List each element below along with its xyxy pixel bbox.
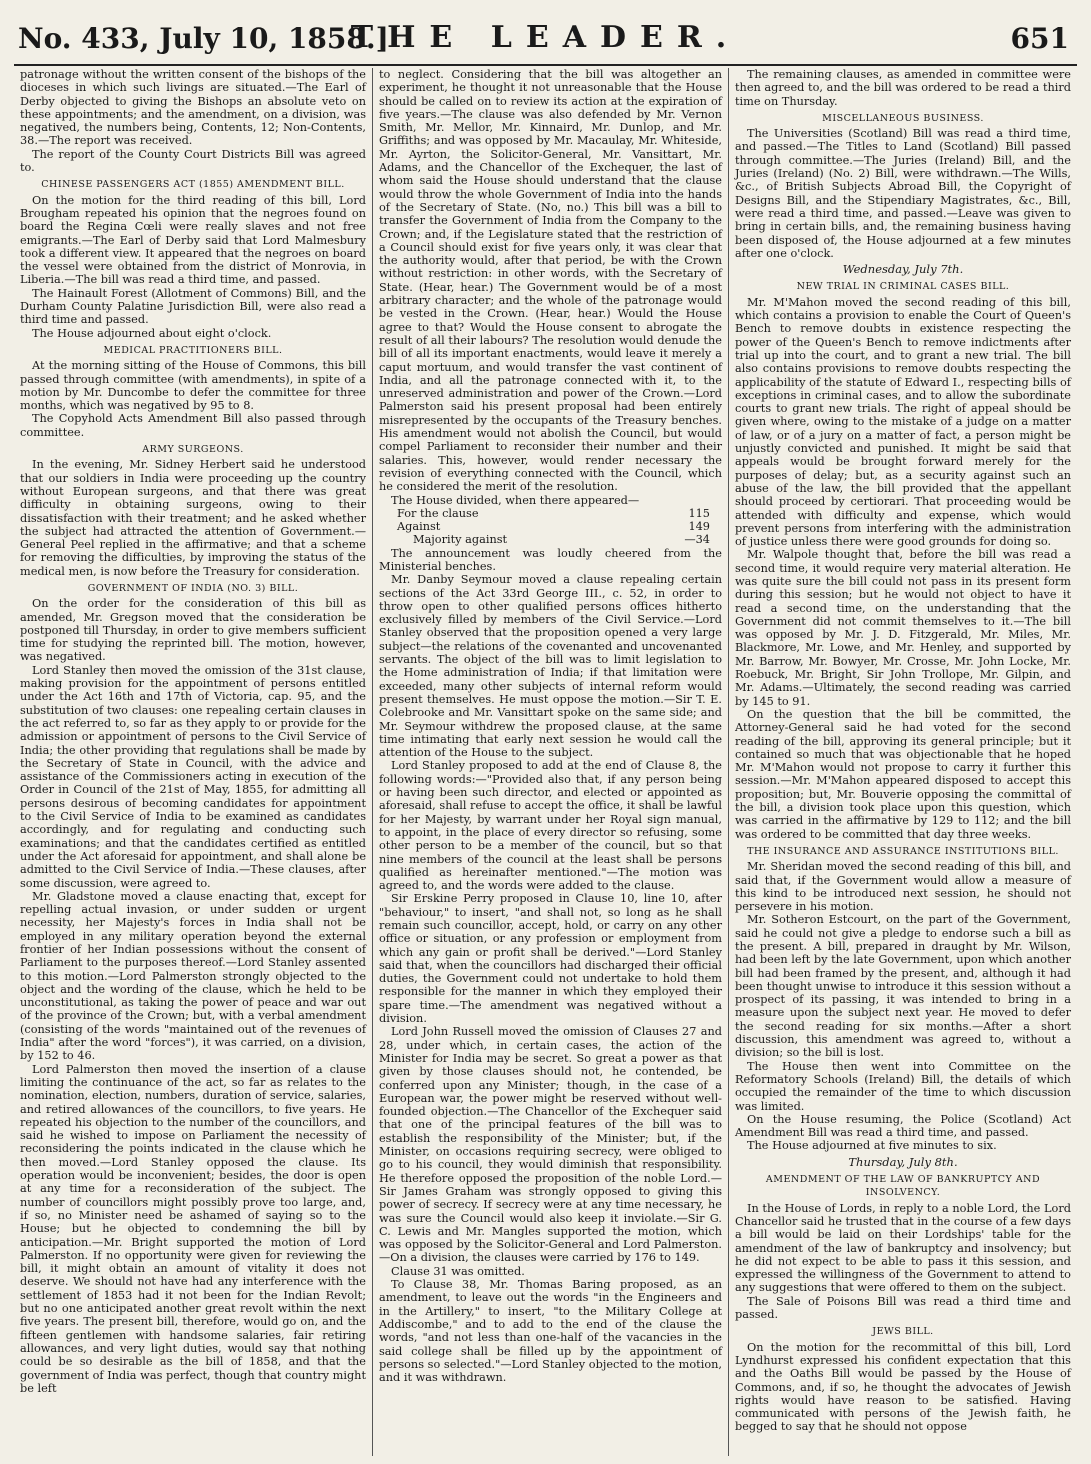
division-label: For the clause bbox=[397, 506, 479, 520]
masthead-title: THE LEADER. bbox=[350, 20, 741, 55]
division-table bbox=[397, 507, 722, 547]
paragraph: Clause 31 was omitted. bbox=[391, 1264, 525, 1278]
page-number: 651 bbox=[1010, 22, 1069, 55]
dateline: Thursday, July 8th. bbox=[848, 1154, 958, 1169]
dateline: Wednesday, July 7th. bbox=[842, 262, 964, 277]
paragraph: Mr. Danby Seymour moved a clause repealing certain sections of the Act 33rd George III., c. 52, in order to throw open to other qualified persons offices hitherto exclusively filled by members of the Civil Service.—Lord Stanley observed that the proposition opened a very large subject—the relations of the covenanted and uncovenanted servants. The object of the bill was to limit legislation to the Home administration of India; if that limitation were exceeded, many other subjects of internal reform would present themselves. He must oppose the motion.—Sir T. E. Colebrooke and Mr. Vansittart spoke on the same side; and Mr. Seymour withdrew the proposed clause, at the same time intimating that early next session he would call the attention of the House to the subject. bbox=[379, 573, 722, 760]
section-heading: JEWS BILL. bbox=[872, 1326, 934, 1338]
division-value: 149 bbox=[688, 520, 710, 534]
paragraph: At the morning sitting of the House of Commons, this bill passed through committee (with amendments), in spite of a motion by Mr. Duncombe to defer the committee for three months, which was negatived by 95 to 8. bbox=[20, 359, 366, 413]
paragraph: On the motion for the third reading of this bill, Lord Brougham repeated his opinion that the negroes found on board the Regina Cœli were really slaves and not free emigrants.—The Earl of Derby said that Lord Malmesbury took a different view. It appeared that the negroes on board the vessel were obtained from the district of Monrovia, in Liberia.—The bill was read a third time, and passed. bbox=[20, 193, 366, 287]
division-intro: The House divided, when there appeared— bbox=[391, 493, 640, 507]
paragraph: Lord John Russell moved the omission of Clauses 27 and 28, under which, in certain cases, the action of the Minister for India may be secret. So great a power as that given by those clauses should not, he contended, be conferred upon any Minister; though, in the case of a European war, the power might be reserved without well-founded objection.—The Chancellor of the Exchequer said that one of the principal features of the bill was to establish the responsibility of the Minister; but, if the Minister, on occasions requiring secrecy, were obliged to go to his council, they would diminish that responsibility. He therefore opposed the proposition of the noble Lord.—Sir James Graham was strongly opposed to giving this power of secrecy. If secrecy were at any time necessary, he was sure the Council would also keep it inviolate.—Sir G. C. Lewis and Mr. Mangles supported the motion, which was opposed by the Solicitor-General and Lord Palmerston.—On a division, the clauses were carried by 176 to 149. bbox=[379, 1025, 722, 1265]
section-heading: MEDICAL PRACTITIONERS BILL. bbox=[103, 344, 283, 356]
paragraph: Mr. Gladstone moved a clause enacting that, except for repelling actual invasion, or under sudden or urgent necessity, her Majesty's forces in India shall not be employed in any military operation beyond the external frontier of her Indian possessions without the consent of Parliament to the purposes thereof.—Lord Stanley assented to this motion.—Lord Palmerston strongly objected to the object and the wording of the clause, which he held to be unconstitutional, as taking the power of peace and war out of the province of the Crown; but, with a verbal amendment (consisting of the words "maintained out of the revenues of India" after the word "forces"), it was carried, on a division, by 152 to 46. bbox=[20, 889, 366, 1063]
paragraph: The House then went into Committee on the Reformatory Schools (Ireland) Bill, the details of which occupied the remainder of the time to which discussion was limited. bbox=[735, 1059, 1071, 1113]
section-heading: MISCELLANEOUS BUSINESS. bbox=[822, 112, 984, 124]
paragraph: patronage without the written consent of the bishops of the dioceses in which such livings are situated.—The Earl of Derby objected to giving the Bishops an absolute veto on these appointments; and the amendment, on a division, was negatived, the numbers being, Contents, 12; Non-Contents, 38.—The report was received. bbox=[20, 68, 366, 148]
division-label: Against bbox=[397, 520, 441, 534]
paragraph: The House adjourned at five minutes to six. bbox=[747, 1139, 997, 1153]
article-columns bbox=[14, 68, 1077, 1456]
paragraph: The Hainault Forest (Allotment of Commons) Bill, and the Durham County Palatine Jurisdiction Bill, were also read a third time and passed. bbox=[20, 286, 366, 327]
division-value: 115 bbox=[688, 506, 710, 520]
section-heading: AMENDMENT OF THE LAW OF BANKRUPTCY AND INSOLVENCY. bbox=[765, 1174, 1041, 1199]
page-header bbox=[14, 14, 1077, 66]
paragraph: On the order for the consideration of this bill as amended, Mr. Gregson moved that the consideration be postponed till Thursday, in order to give members sufficient time for studying the reprinted bill. The motion, however, was negatived. bbox=[20, 597, 366, 664]
section-heading: GOVERNMENT OF INDIA (NO. 3) BILL. bbox=[87, 582, 299, 594]
paragraph: Lord Stanley then moved the omission of the 31st clause, making provision for the appointment of persons entitled under the Act 16th and 17th of Victoria, cap. 95, and the substitution of two clauses: one repealing certain clauses in the act referred to, so far as they apply to or provide for the admission or appointment of persons to the Civil Service of India; the other providing that regulations shall be made by the Secretary of State in Council, with the advice and assistance of the Commissioners acting in execution of the Order in Council of the 21st of May, 1855, for admitting all persons desirous of becoming candidates for appointment to the Civil Service of India to be examined as candidates accordingly, and for regulating and conducting such examinations; and that the candidates certified as entitled under the Act aforesaid for appointment, and shall alone be admitted to the Civil Service of India.—These clauses, after some discussion, were agreed to. bbox=[20, 663, 366, 890]
section-heading: THE INSURANCE AND ASSURANCE INSTITUTIONS BILL. bbox=[747, 845, 1059, 857]
paragraph: The Copyhold Acts Amendment Bill also passed through committee. bbox=[20, 412, 366, 439]
section-heading: NEW TRIAL IN CRIMINAL CASES BILL. bbox=[796, 281, 1010, 293]
column-2 bbox=[372, 68, 728, 1456]
paragraph: The remaining clauses, as amended in committee were then agreed to, and the bill was ordered to be read a third time on Thursday. bbox=[735, 68, 1071, 108]
paragraph: On the motion for the recommittal of this bill, Lord Lyndhurst expressed his confident expectation that this and the Oaths Bill would be passed by the House of Commons, and, if so, he thought the advocates of Jewish rights would have reason to be satisfied. Having communicated with persons of the Jewish faith, he begged to say that he should not oppose bbox=[735, 1340, 1071, 1434]
paragraph: To Clause 38, Mr. Thomas Baring proposed, as an amendment, to leave out the words "in the Engineers and in the Artillery," to insert, "to the Military College at Addiscombe," and to add to the end of the clause the words, "and not less than one-half of the vacancies in the said college shall be filled up by the appointment of persons so selected."—Lord Stanley objected to the motion, and it was withdrawn. bbox=[379, 1278, 722, 1385]
paragraph: On the House resuming, the Police (Scotland) Act Amendment Bill was read a third time, and passed. bbox=[735, 1112, 1071, 1140]
division-row-against bbox=[397, 520, 722, 533]
paragraph: The Sale of Poisons Bill was read a third time and passed. bbox=[735, 1294, 1071, 1322]
division-row-majority bbox=[397, 533, 722, 546]
paragraph: In the evening, Mr. Sidney Herbert said he understood that our soldiers in India were proceeding up the country without European surgeons, and that there was great difficulty in obtaining surgeons, owing to their dissatisfaction with their treatment; and he asked whether the subject had attracted the attention of Government.—General Peel replied in the affirmative; and that a scheme for removing the difficulties, by improving the status of the medical men, is now before the Treasury for consideration. bbox=[20, 458, 366, 578]
paragraph: Lord Stanley proposed to add at the end of Clause 8, the following words:—"Provided also that, if any person being or having been such director, and elected or appointed as aforesaid, shall refuse to accept the office, it shall be lawful for her Majesty, by warrant under her Royal sign manual, to appoint, in the place of every director so refusing, some other person to be a member of the council, but so that nine members of the council at the least shall be persons qualified as hereinafter mentioned."—The motion was agreed to, and the words were added to the clause. bbox=[379, 759, 722, 893]
paragraph: The report of the County Court Districts Bill was agreed to. bbox=[20, 147, 366, 175]
paragraph: Mr. Sheridan moved the second reading of this bill, and said that, if the Government would allow a measure of this kind to be introduced next session, he should not persevere in his motion. bbox=[735, 860, 1071, 914]
paragraph: On the question that the bill be committed, the Attorney-General said he had voted for the second reading of the bill, approving its general principle; but it contained so much that was objectionable that he hoped Mr. M'Mahon would not propose to carry it further this session.—Mr. M'Mahon appeared disposed to accept this proposition; but, Mr. Bouverie opposing the committal of the bill, a division took place upon this question, which was carried in the affirmative by 129 to 112; and the bill was ordered to be committed that day three weeks. bbox=[735, 707, 1071, 841]
section-heading: CHINESE PASSENGERS ACT (1855) AMENDMENT BILL. bbox=[41, 179, 345, 191]
paragraph: The announcement was loudly cheered from the Ministerial benches. bbox=[379, 546, 722, 573]
division-row-for bbox=[397, 507, 722, 520]
column-3 bbox=[728, 68, 1077, 1456]
section-heading: ARMY SURGEONS. bbox=[142, 444, 244, 456]
column-1 bbox=[14, 68, 372, 1456]
division-value: —34 bbox=[684, 533, 710, 547]
paragraph: Mr. M'Mahon moved the second reading of this bill, which contains a provision to enable the Court of Queen's Bench to remove doubts in existence respecting the power of the Queen's Bench to remove indictments after trial up into the court, and to grant a new trial. The bill also contains provisions to remove doubts respecting the applicability of the statute of Edward I., respecting bills of exceptions in criminal cases, and to allow the subordinate courts to grant new trials. The right of appeal should be given where, owing to the mistake of a judge on a matter of law, or of a jury on a matter of fact, a person might be unjustly convicted and punished. It might be said that appeals would be brought forward merely for the purposes of delay; but, as a security against such an abuse of the law, the bill provided that the appellant should proceed by certiorari. That proceeding would be attended with difficulty and expense, which would prevent persons from interfering with the administration of justice unless there were good grounds for doing so. bbox=[735, 295, 1071, 549]
division-label: Majority against bbox=[413, 533, 508, 547]
paragraph: Mr. Sotheron Estcourt, on the part of the Government, said he could not give a pledge to endorse such a bill as the present. A bill, prepared in draught by Mr. Wilson, had been left by the late Government, upon which another bill had been framed by the present, and, although it had been thought unwise to introduce it this session without a prospect of its passing, it was intended to bring in a measure upon the subject next year. He moved to defer the second reading for six months.—After a short discussion, this amendment was agreed to, without a division; so the bill is lost. bbox=[735, 913, 1071, 1060]
issue-line: No. 433, July 10, 1858.] bbox=[18, 22, 389, 55]
paragraph: In the House of Lords, in reply to a noble Lord, the Lord Chancellor said he trusted that in the course of a few days a bill would be laid on their Lordships' table for the amendment of the law of bankruptcy and insolvency; but he did not expect to be able to pass it this session, and expressed the willingness of the Government to attend to any suggestions that were offered to them on the subject. bbox=[735, 1201, 1071, 1295]
paragraph: Mr. Walpole thought that, before the bill was read a second time, it would require very material alteration. He was quite sure the bill could not pass in its present form during this session; but he would not object to have it read a second time, on the understanding that the Government did not commit themselves to it.—The bill was opposed by Mr. J. D. Fitzgerald, Mr. Miles, Mr. Blackmore, Mr. Lowe, and Mr. Henley, and supported by Mr. Barrow, Mr. Bowyer, Mr. Crosse, Mr. John Locke, Mr. Roebuck, Mr. Bright, Sir John Trollope, Mr. Gilpin, and Mr. Adams.—Ultimately, the second reading was carried by 145 to 91. bbox=[735, 548, 1071, 708]
paragraph: to neglect. Considering that the bill was altogether an experiment, he thought it not unreasonable that the House should be called on to review its action at the expiration of five years.—The clause was also defended by Mr. Vernon Smith, Mr. Mellor, Mr. Kinnaird, Mr. Dunlop, and Mr. Griffiths; and was opposed by Mr. Macaulay, Mr. Whiteside, Mr. Ayrton, the Solicitor-General, Mr. Vansittart, Mr. Adams, and the Chancellor of the Exchequer, the last of whom said the House should understand that the clause would throw the whole Government of India into the hands of the Secretary of State. (No, no.) This bill was a bill to transfer the Government of India from the Company to the Crown; and, if the Legislature stated that the restriction of a Council should exist for five years only, it was clear that the authority would, after that period, be with the Crown without restriction: in other words, with the Secretary of State. (Hear, hear.) The Government would be of a most arbitrary character; and the whole of the patronage would be vested in the Crown. (Hear, hear.) Would the House agree to that? Would the House consent to abrogate the result of all their labours? The resolution would denude the bill of all its important enactments, would leave it merely a caput mortuum, and would transfer the vast continent of India, and all the patronage connected with it, to the unreserved administration and power of the Crown.—Lord Palmerston said his present proposal had been entirely misrepresented by the occupants of the Treasury benches. His amendment would not abolish the Council, but would compel Parliament to reconsider their number and their salaries. This, however, would render necessary the revision of everything connected with the Council, which he considered the merit of the resolution. bbox=[379, 68, 722, 494]
paragraph: Lord Palmerston then moved the insertion of a clause limiting the continuance of the act, so far as relates to the nomination, election, numbers, duration of service, salaries, and retired allowances of the councillors, to five years. He repeated his objection to the number of the councillors, and said he wished to impose on Parliament the necessity of reconsidering the points indicated in the clause which he then moved.—Lord Stanley opposed the clause. Its operation would be inconvenient; besides, the door is open at any time for a reconsideration of the subject. The number of councillors might possibly prove too large, and, if so, no Minister need be ashamed of saying so to the House; but he objected to condemning the bill by anticipation.—Mr. Bright supported the motion of Lord Palmerston. If no opportunity were given for reviewing the bill, it might obtain an amount of vitality it does not deserve. We should not have had any interference with the settlement of 1853 had it not been for the Indian Revolt; but no one anticipated another great revolt within the next five years. The present bill, therefore, would go on, and the fifteen gentlemen with handsome salaries, fair retiring allowances, and very light duties, would say that nothing could be so desirable as the bill of 1858, and that the government of India was perfect, though that country might be left bbox=[20, 1062, 366, 1395]
paragraph: Sir Erskine Perry proposed in Clause 10, line 10, after "behaviour," to insert, "and shall not, so long as he shall remain such councillor, accept, hold, or carry on any other office or situation, or any profession or employment from which any gain or profit shall be derived."—Lord Stanley said that, when the councillors had discharged their official duties, the Government could not undertake to hold them responsible for the manner in which they employed their spare time.—The amendment was negatived without a division. bbox=[379, 892, 722, 1026]
paragraph: The House adjourned about eight o'clock. bbox=[32, 326, 272, 340]
paragraph: The Universities (Scotland) Bill was read a third time, and passed.—The Titles to Land (Scotland) Bill passed through committee.—The Juries (Ireland) Bill, and the Juries (Ireland) (No. 2) Bill, were withdrawn.—The Wills, &c., of British Subjects Abroad Bill, the Copyright of Designs Bill, and the Stipendiary Magistrates, &c., Bill, were read a third time, and passed.—Leave was given to bring in certain bills, and, the remaining business having been disposed of, the House adjourned at a few minutes after one o'clock. bbox=[735, 127, 1071, 260]
